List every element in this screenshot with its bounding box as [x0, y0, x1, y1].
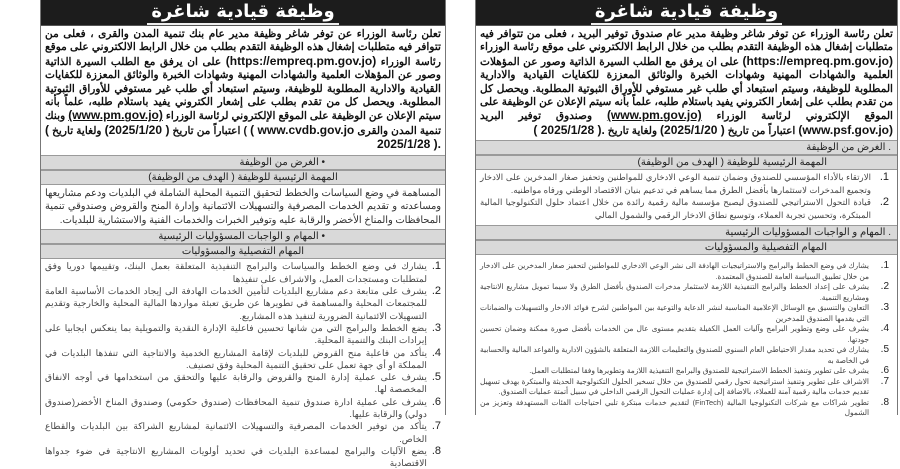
purpose-heading: . الغرض من الوظيفة — [476, 140, 897, 155]
item-number: 3. — [880, 302, 889, 314]
intro-text: وبنك تنمية المدن والقرى — [45, 110, 442, 137]
date-to: ( 2025/1/28 ). — [45, 122, 441, 152]
item-text: يشرف على وضع وتطوير البرامج وآليات العمل الكفيلة بتقديم مستوى عال من الخدمات بأفضل صورة ممكنة وضمان تحسين جودتها. — [480, 324, 869, 344]
application-url-link[interactable]: (https://empreq.pm.gov.jo) — [742, 53, 893, 68]
list-item — [480, 261, 889, 282]
list-item — [480, 377, 889, 398]
item-number: 6. — [431, 395, 441, 408]
item-number: 7. — [880, 375, 889, 387]
item-number: 5. — [431, 371, 441, 384]
list-item — [45, 445, 441, 469]
item-text: الاشراف على تطوير وتنفيذ استراتيجية تحول رقمي للصندوق من خلال تسخير الحلول التكنولوجية الحديثة والمبتكرة بهدف تسهيل تقديم خدمات مالية رقمية آمنة للعملاء، بالاضافة إلى إدارة عمليات التحول الرقمي الداخلي في سبيل أتمتة عمليات الصندوق. — [480, 376, 869, 397]
intro-text: وصندوق توفير البريد — [480, 110, 593, 123]
org-website-link[interactable]: (www.psf.gov.jo) — [798, 122, 893, 137]
list-item — [480, 303, 889, 324]
list-item — [45, 347, 441, 372]
duties-list — [476, 255, 897, 419]
main-task-heading: المهمة الرئيسية للوظيفة ( الهدف من الوظيفة) — [41, 170, 445, 185]
item-text: يضع الآليات والبرامج لمساعدة البلديات في تحديد أولويات المشاريع الانتاجية في ضوء جدواها الاقتصادية — [45, 445, 427, 469]
ad-title: وظيفة قيادية شاغرة — [147, 1, 338, 25]
item-number: 8. — [431, 444, 441, 457]
detailed-duties-heading: المهام التفصيلية والمسؤوليات — [41, 244, 445, 259]
item-number: 2. — [879, 196, 889, 209]
item-text: يشارك في تحديد مقدار الاحتياطي العام السنوي للصندوق والتعليمات اللازمة المتعلقة بالشؤون الادارية والقواعد المالية والحسابية في الخاصة به — [480, 345, 869, 365]
item-number: 1. — [879, 171, 889, 184]
ad-title-bar — [476, 0, 897, 26]
job-ad-cvdb — [40, 0, 446, 469]
date-from: (2025/1/20 ) — [104, 122, 170, 137]
item-text: يشرف على تطوير وتنفيذ الخطط الاستراتيجية للصندوق والبرامج التنفيذية اللازمة وتطويرها وفقا لمتطلبات العمل. — [529, 366, 869, 376]
list-item — [480, 196, 893, 221]
main-task-heading: المهمة الرئيسية للوظيفة ( الهدف من الوظيفة) — [476, 155, 897, 170]
job-ad-psf — [475, 0, 898, 418]
item-text: قيادة التحول الاستراتيجي للصندوق ليصبح مؤسسة مالية رقمية رائدة من خلال اعتماد حلول التكنولوجيا المالية المبتكرة، وتحسين تجربة العملاء، وتوسيع نطاق الادخار الرقمي والشمول المالي — [480, 197, 871, 220]
list-item — [480, 282, 889, 303]
item-number: 4. — [880, 323, 889, 335]
item-number: 6. — [880, 365, 889, 377]
item-text: يشرف على عملية ادارة صندوق تنمية المحافظات (صندوق حكومي) وصندوق المناخ الأخضر(صندوق دولي) والرقابة عليها. — [45, 396, 427, 419]
item-text: يشرف على عملية إدارة المنح والقروض والرقابة عليها والتحقق من استخدامها في أوجه الانفاق المخصصة لها. — [45, 372, 427, 395]
item-number: 3. — [431, 321, 441, 334]
item-text: يشرف على إعداد الخطط والبرامج التنفيذية اللازمة لاستثمار مدخرات الصندوق بأفضل الطرق ولا سيما تمويل مشاريع الانتاجية ومشاريع التنمية. — [480, 282, 869, 302]
list-item — [480, 366, 889, 377]
date-from: (2025/1/20 ) — [660, 122, 725, 137]
item-number: 4. — [431, 346, 441, 359]
detailed-duties-heading: المهام التفصيلية والمسؤوليات — [476, 240, 897, 255]
list-item — [45, 371, 441, 396]
item-text: يضع الخطط والبرامج التي من شانها تحسين فاعلية الإدارة النقدية والتمويلية بما ينعكس ايجابيا على إيرادات البنك والتنمية المحلية. — [45, 322, 427, 346]
list-item — [45, 420, 441, 445]
list-item — [480, 345, 889, 366]
item-number: 1. — [880, 260, 889, 272]
intro-text: ) اعتباراً من تاريخ — [172, 124, 248, 137]
org-website-link[interactable]: ( www.cvdb.gov.jo — [250, 122, 355, 137]
intro-text: تعلن رئاسة الوزراء عن توفر شاغر وظيفة مدير عام بنك تنمية المدن والقرى ، فعلى من تتوافر فيه متطلبات إشغال هذه الوظيفة التقدم بطلب من خلال الرابط الالكتروني على موقع رئاسة الوزراء — [45, 28, 442, 68]
main-tasks-list — [476, 170, 897, 221]
item-text: يشرف على متابعة دعم مشاريع البلديات لتأمين الخدمات الهادفة الى إيجاد الخدمات الأساسية العامة للمجتمعات المحلية والمساهمة في تطويرها عن طريق تعبئة مواردها المالية المحلية والخارجية وتقديم التسهيلات الائتمانية الضرورية لتنفيذ هذه المشاريع. — [45, 286, 427, 321]
item-text: الارتقاء بالأداء المؤسسي للصندوق وضمان تنمية الوعي الادخاري للمواطنين وتحفيز صغار المدخرين على الادخار وتجميع المدخرات لاستثمارها بأفضل الطرق مما يساهم في تدعيم بنيان الاقتصاد الوطني ورفاه مواطنيه. — [480, 172, 871, 195]
item-text: يشارك في وضع الخطط والسياسات والبرامج التنفيذية المتعلقة بعمل البنك، وتقييمها دوريا وفق لمتطلبات ومستجدات العمل، والاشراف على تنفيذها — [45, 261, 427, 284]
list-item — [45, 396, 441, 421]
ad-title-bar — [41, 0, 445, 26]
item-number: 2. — [431, 285, 441, 298]
list-item — [480, 398, 889, 419]
duties-list — [41, 259, 445, 469]
ad-title: وظيفة قيادية شاغرة — [591, 1, 782, 25]
item-text: التعاون والتنسيق مع الوسائل الإعلامية المناسبة لنشر الدعاية والتوعية بين المواطنين لشرح فوائد الادخار والتسهيلات والضمانات التي يقدمها الصندوق للمدخرين — [480, 303, 869, 323]
item-text: يتأكد من فاعلية منح القروض للبلديات لإقامة المشاريع الخدمية والانتاجية التي تنفذها البلديات في المملكة او أي جهة تعمل على تحقيق التنمية المحلية وفق تصنيف. — [45, 347, 427, 370]
list-item — [480, 324, 889, 345]
item-text: يتأكد من توفير الخدمات المصرفية والتسهيلات الائتمانية لمشاريع الشراكة بين البلديات والقطاع الخاص. — [45, 421, 427, 444]
list-item — [45, 260, 441, 285]
list-item — [45, 285, 441, 322]
intro-text: تعلن رئاسة الوزراء عن توفر شاغر وظيفة مدير عام صندوق توفير البريد ، فعلى من تتوافر فيه متطلبات إشغال هذه الوظيفة التقدم بطلب من خلال الرابط الالكتروني على موقع رئاسة الوزراء — [480, 28, 893, 54]
ad-intro — [476, 26, 897, 140]
intro-text: اعتباراً من تاريخ — [727, 124, 796, 137]
item-text: يشارك في وضع الخطط والبرامج والاستراتيجيات الهادفة الى نشر الوعي الادخاري للمواطنين لتحفيز صغار المدخرين على الادخار من خلال تطبيق السياسة العامة للصندوق المعتمدة. — [480, 261, 869, 281]
intro-text: على ان يرفق مع الطلب السيرة الذاتية وصور عن المؤهلات العلمية والشهادات المهنية وشهادات الخبرة والوثائق المعززة للكفايات القيادية والادارية المطلوبة للوظيفة، وسيتم استبعاد أي طلب غير مستوفي للأوراق الثبوتية المطلوبة. ويحصل كل من تقدم بطلب على إشعار الكتروني يفيد باستلام طلبه، علماً بأنه سيتم الإعلان عن الوظيفة على الموقع الإلكتروني لرئاسة الوزراء — [45, 55, 441, 123]
item-number: 5. — [880, 344, 889, 356]
date-to: ( 2025/1/28 ). — [533, 122, 605, 137]
pm-website-link[interactable]: (www.pm.gov.jo) — [606, 108, 702, 123]
intro-text: ولغاية تاريخ — [607, 124, 658, 137]
purpose-heading: • الغرض من الوظيفة — [41, 155, 445, 170]
item-number: 2. — [880, 281, 889, 293]
main-task-text: المساهمة في وضع السياسات والخطط لتحقيق التنمية المحلية الشاملة في البلديات ودعم مشاريعها ومساعدته و تقديم الخدمات المصرفية والتسهيلات الائتمانية وإدارة المنح والقروض وصندوقي تنمية المحافظات والمناخ الأخضر والرقابة عليه وتوفير الخبرات والخدمات الفنية والاستشارية للبلديات. — [45, 187, 441, 226]
list-item — [45, 322, 441, 347]
intro-text: على ان يرفق مع الطلب السيرة الذاتية وصور عن المؤهلات العلمية والشهادات المهنية وشهادات الخبرة والوثائق المعززة للكفايات القيادية والادارية المطلوبة للوظيفة، وسيتم استبعاد أي طلب غير مستوفي للأوراق الثبوتية المطلوبة. ويحصل كل من تقدم بطلب على إشعار الكتروني يفيد باستلام طلبه، علماً بأنه سيتم الإعلان عن الوظيفة على الموقع الإلكتروني لرئاسة الوزراء — [480, 55, 893, 123]
application-url-link[interactable]: (https://empreq.pm.gov.jo) — [225, 53, 377, 68]
list-item — [480, 171, 893, 196]
item-number: 8. — [880, 396, 889, 408]
duties-heading: . المهام و الواجبات المسؤوليات الرئيسية — [476, 225, 897, 240]
duties-heading: • المهام و الواجبات المسؤوليات الرئيسية — [41, 229, 445, 244]
intro-text: ولغاية تاريخ — [52, 124, 102, 137]
pm-website-link[interactable]: (www.pm.gov.jo) — [68, 108, 163, 123]
ad-intro — [41, 26, 445, 155]
item-number: 1. — [431, 260, 441, 273]
item-text: تطوير شراكات مع شركات التكنولوجيا المالية (FinTech) لتقديم خدمات مبتكرة تلبي احتياجات الفئات المستهدفة وتعزيز من الشمول — [480, 397, 869, 418]
item-number: 7. — [431, 420, 441, 433]
